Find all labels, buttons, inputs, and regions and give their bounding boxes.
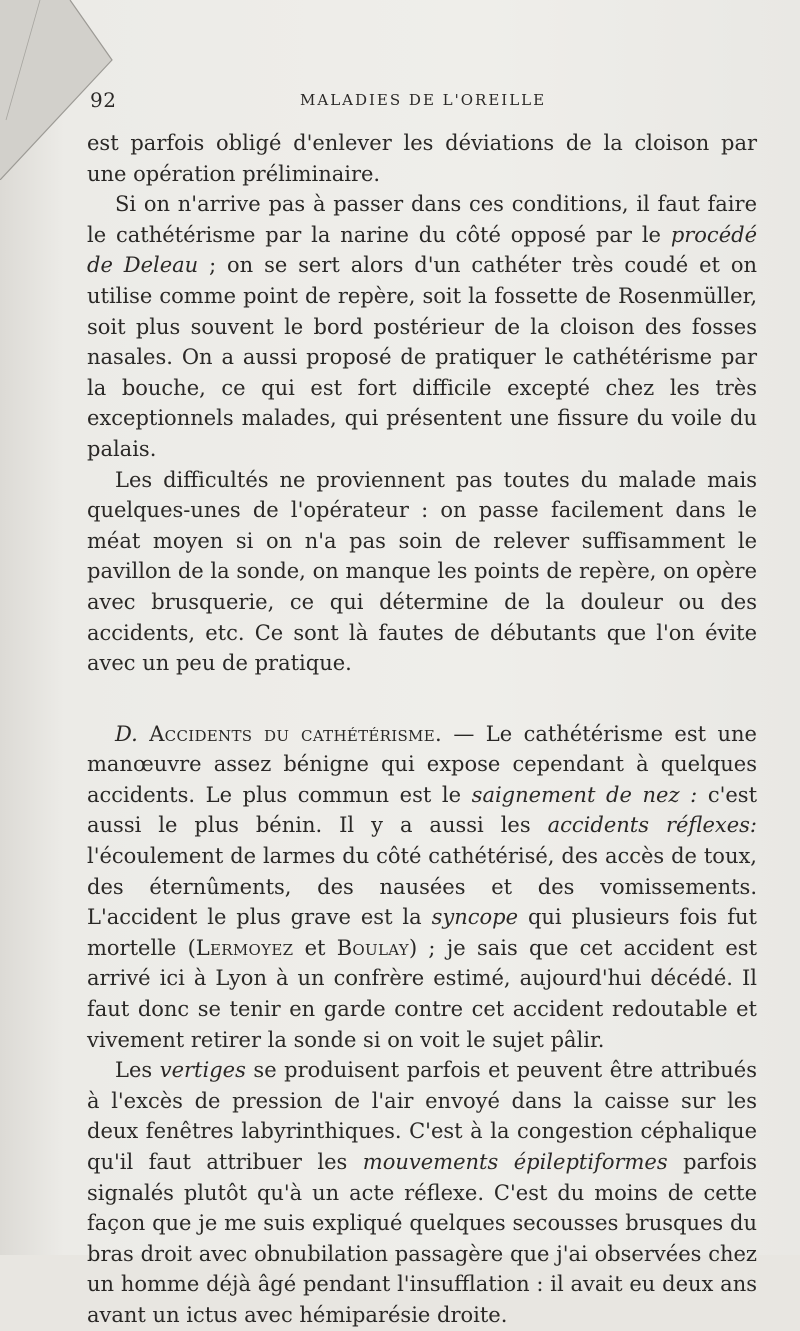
paragraph-4-italic-syncope: syncope	[431, 905, 519, 930]
section-heading: Accidents du cathétérisme.	[149, 721, 442, 746]
paragraph-4-text-a: — Le cathétérisme est une manœuvre assez bénigne qui expose cependant à quelques accidents. Le plus commun est le	[87, 721, 757, 807]
paragraph-4-text-b: c'est aussi le plus bénin. Il y a aussi les	[87, 782, 758, 838]
paragraph-3	[87, 465, 757, 679]
page-number: 92	[90, 88, 117, 112]
running-head	[90, 88, 760, 116]
paragraph-4-italic-accidents: accidents réflexes:	[547, 813, 757, 838]
paragraph-4-section-d	[87, 719, 757, 1056]
paragraph-2	[87, 189, 757, 464]
paragraph-5-text-c: parfois signalés plutôt qu'à un acte réflexe. C'est du moins de cette façon que je me suis expliqué quelques secousses brusques du bras droit avec obnubilation passagère que j'ai observées chez un homme déjà âgé pendant l'insufflation : il avait eu deux ans avant un ictus avec hémiparésie droite.	[87, 1150, 757, 1327]
paragraph-1	[87, 128, 757, 189]
paragraph-2-italic-procede: procédé de Deleau	[87, 222, 757, 278]
paragraph-5-italic-mouvements: mouvements épileptiformes	[362, 1150, 668, 1174]
paragraph-5-italic-vertiges: vertiges	[159, 1058, 246, 1083]
paragraph-5-text-b: se produisent parfois et peuvent être attribués à l'excès de pression de l'air envoyé dans la caisse sur les deux fenêtres labyrinthiques. C'est à la congestion céphalique qu'il faut attribuer les	[87, 1058, 758, 1174]
paragraph-4-italic-saignement: saignement de nez :	[471, 782, 698, 807]
paragraph-2-text-a: Si on n'arrive pas à passer dans ces conditions, il faut faire le cathétérisme par la narine du côté opposé par le	[87, 192, 757, 247]
section-spacer	[87, 679, 757, 719]
paragraph-2-text-b: ; on se sert alors d'un cathéter très coudé et on utilise comme point de repère, soit la fossette de Rosenmüller, soit plus souvent le bord postérieur de la cloison des fosses nasales. On a aussi proposé de pratiquer le cathétérisme par la bouche, ce qui est fort difficile excepté chez les très exceptionnels malades, qui présentent une fissure du voile du palais.	[87, 253, 757, 461]
paragraph-4-text-c: l'écoulement de larmes du côté cathétérisé, des accès de toux, des éternûments, des nausées et des vomissements. L'accident le plus grave est la	[87, 844, 757, 930]
paragraph-4-text-f: ) ; je sais que cet accident est arrivé ici à Lyon à un confrère estimé, aujourd'hui décédé. Il faut donc se tenir en garde contre cet accident redoutable et vivement retirer la sonde si on voit le sujet pâlir.	[87, 935, 758, 1052]
paragraph-5	[87, 1055, 757, 1330]
section-letter: D.	[115, 721, 138, 746]
author-name-boulay: Boulay	[336, 935, 409, 960]
body-text	[87, 128, 757, 1331]
paragraph-5-text-a: Les	[115, 1058, 160, 1083]
paragraph-3-text: Les difficultés ne proviennent pas toutes du malade mais quelques-unes de l'opérateur : on passe facilement dans le méat moyen si on n'a pas soin de relever suffisamment le pavillon de la sonde, on manque les points de repère, on opère avec brusquerie, ce qui détermine de la douleur ou des accidents, etc. Ce sont là fautes de débutants que l'on évite avec un peu de pratique.	[87, 467, 757, 676]
paragraph-4-text-d: qui plusieurs fois fut mortelle (	[87, 905, 757, 960]
author-name-lermoyez: Lermoyez	[195, 935, 294, 960]
running-title: MALADIES DE L'OREILLE	[300, 91, 547, 109]
paragraph-1-text: est parfois obligé d'enlever les déviations de la cloison par une opération préliminaire.	[87, 131, 757, 186]
paragraph-4-text-e: et	[293, 935, 337, 960]
